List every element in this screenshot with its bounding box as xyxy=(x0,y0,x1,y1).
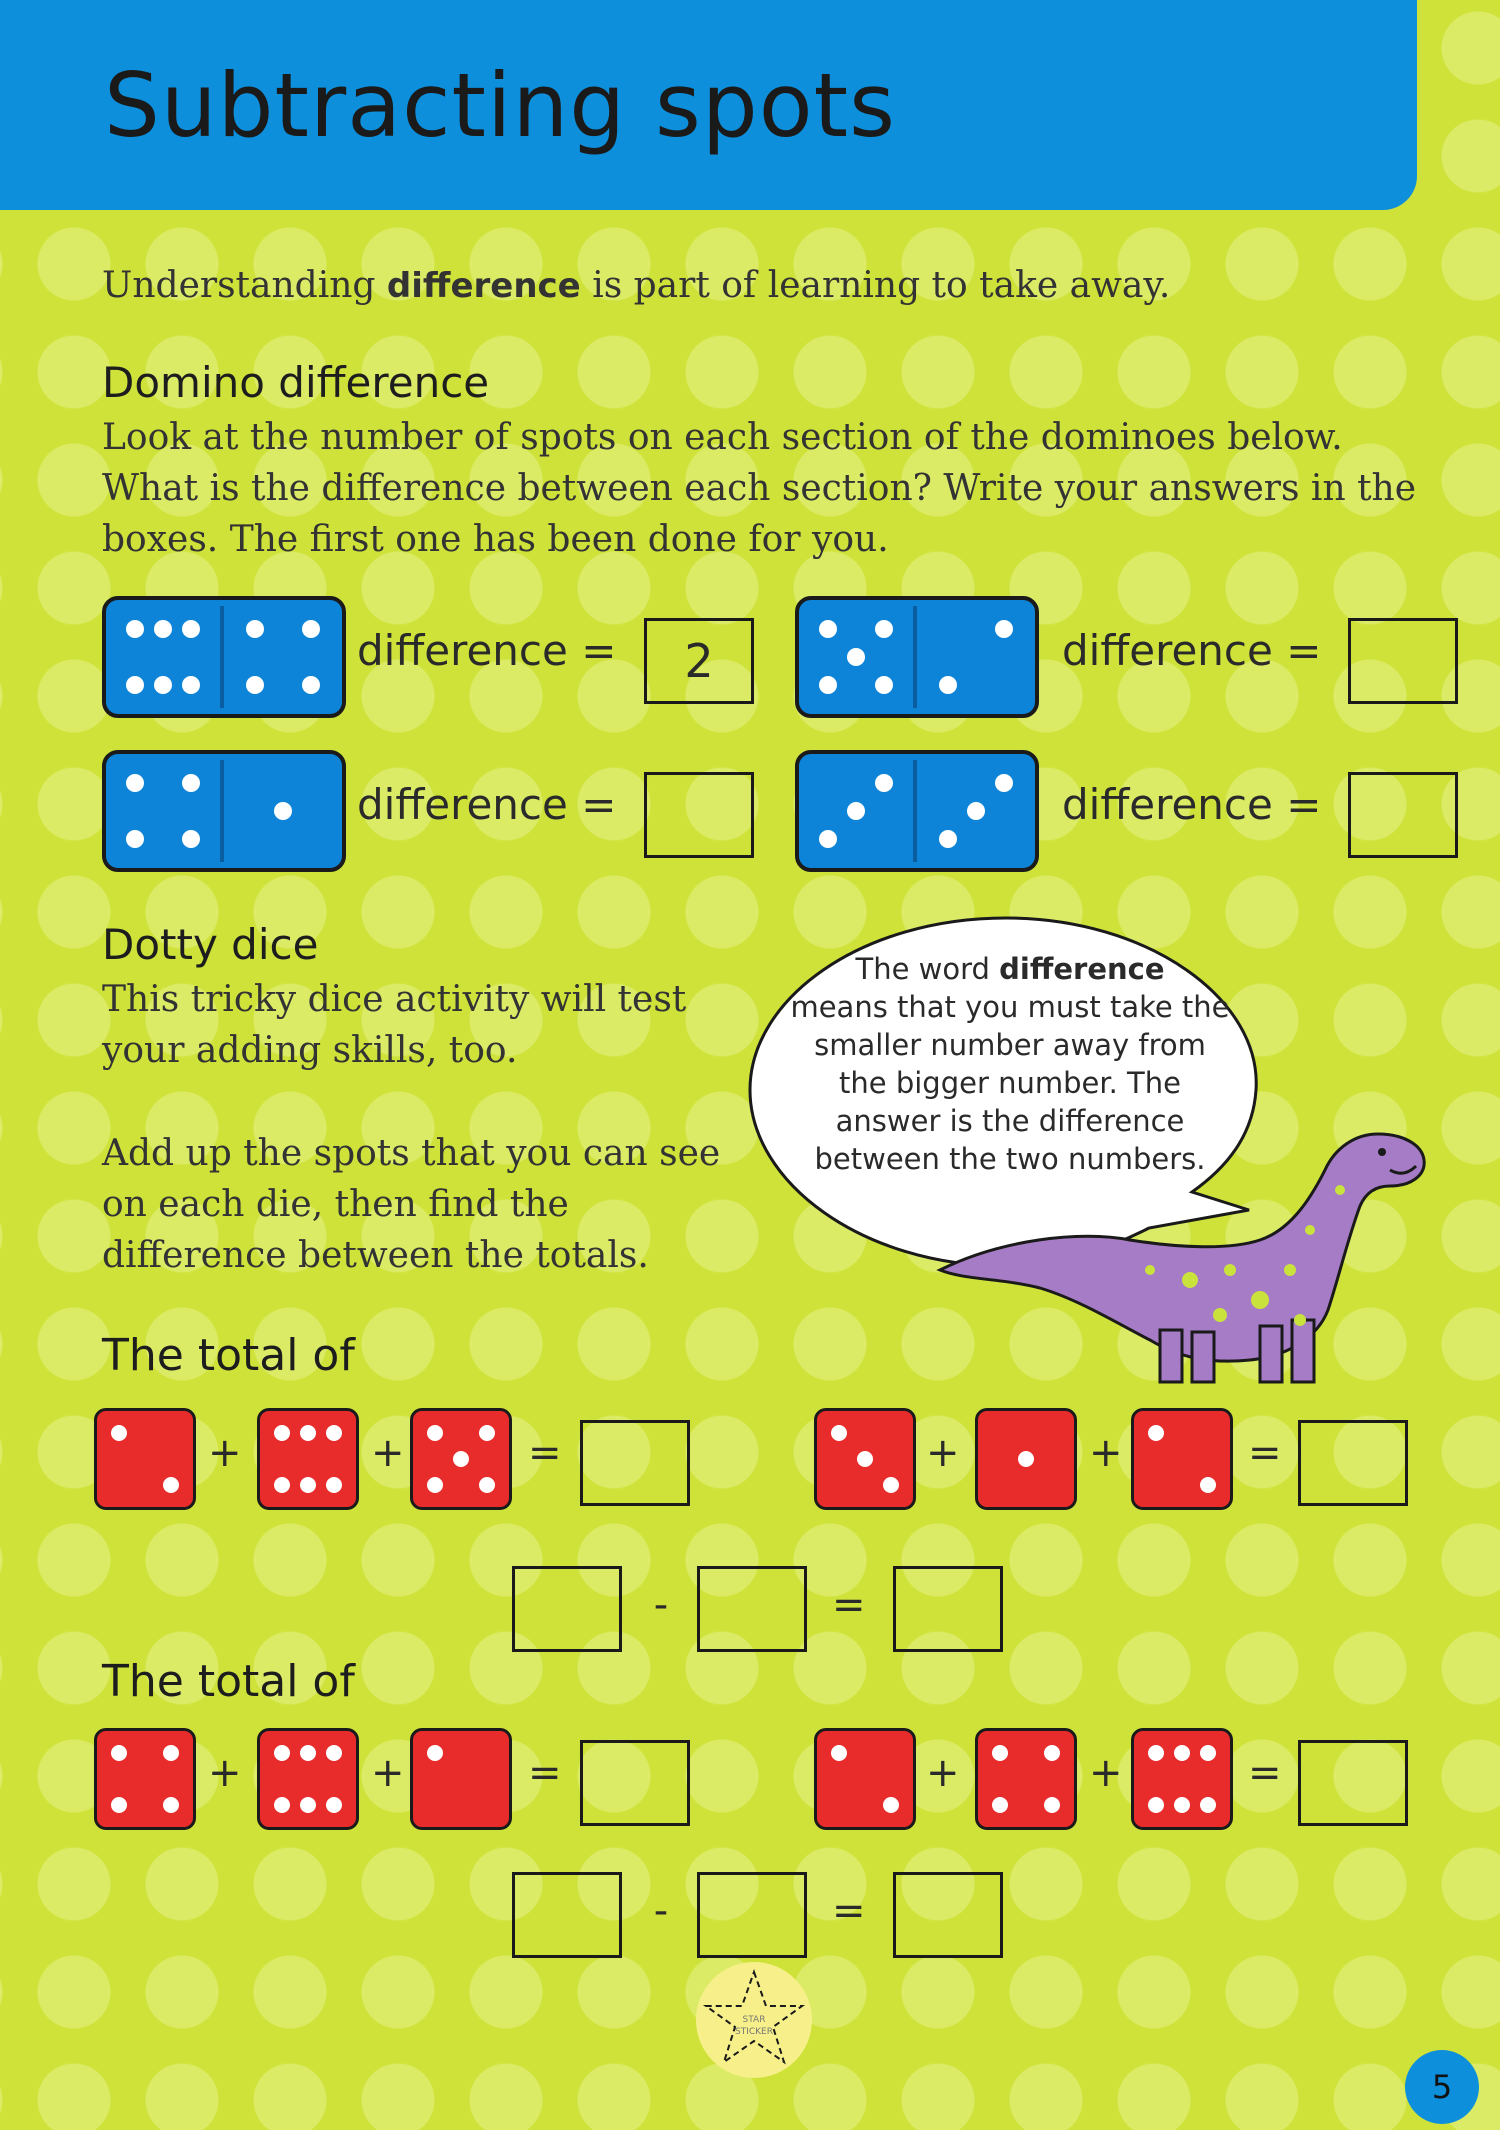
answer-value xyxy=(647,775,751,855)
die-pip xyxy=(163,1477,179,1493)
die-pip xyxy=(111,1745,127,1761)
die-pip xyxy=(163,1745,179,1761)
die-pip xyxy=(1200,1477,1216,1493)
difference-answer-box[interactable] xyxy=(893,1566,1003,1652)
die-pip xyxy=(1148,1797,1164,1813)
die-pip xyxy=(111,1425,127,1441)
star-sticker-line2: STICKER xyxy=(735,2027,773,2037)
domino-pip xyxy=(182,830,200,848)
difference-box[interactable] xyxy=(697,1566,807,1652)
equals-sign: = xyxy=(528,1750,562,1796)
domino-pip xyxy=(819,830,837,848)
equals-sign: = xyxy=(1248,1750,1282,1796)
die-pip xyxy=(857,1451,873,1467)
die-pip xyxy=(1174,1745,1190,1761)
answer-value xyxy=(1351,775,1455,855)
difference-box[interactable] xyxy=(512,1566,622,1652)
die-pip xyxy=(326,1797,342,1813)
equals-sign: = xyxy=(832,1888,866,1934)
die-pip xyxy=(300,1425,316,1441)
difference-label: difference = xyxy=(1062,626,1322,675)
domino-pip xyxy=(154,620,172,638)
domino-pip xyxy=(126,676,144,694)
equals-sign: = xyxy=(832,1582,866,1628)
red-die xyxy=(410,1408,512,1510)
die-pip xyxy=(883,1797,899,1813)
domino-pip xyxy=(126,830,144,848)
plus-sign: + xyxy=(926,1430,960,1476)
die-pip xyxy=(163,1797,179,1813)
difference-label: difference = xyxy=(357,780,617,829)
bubble-pre: The word xyxy=(855,952,1000,986)
plus-sign: + xyxy=(208,1750,242,1796)
die-pip xyxy=(1148,1425,1164,1441)
domino-pip xyxy=(995,774,1013,792)
answer-box-domino-4[interactable] xyxy=(1348,772,1458,858)
domino-pip xyxy=(126,620,144,638)
minus-sign: - xyxy=(653,1582,669,1628)
intro-after: is part of learning to take away. xyxy=(580,265,1171,306)
die-pip xyxy=(427,1425,443,1441)
die-pip xyxy=(274,1477,290,1493)
red-die xyxy=(410,1728,512,1830)
domino-pip xyxy=(246,676,264,694)
die-pip xyxy=(1018,1451,1034,1467)
red-die xyxy=(1131,1408,1233,1510)
dinosaur-illustration xyxy=(930,1120,1490,1390)
red-die xyxy=(814,1408,916,1510)
domino-divider xyxy=(913,760,917,862)
die-pip xyxy=(300,1477,316,1493)
domino-pip xyxy=(819,620,837,638)
domino-pip xyxy=(819,676,837,694)
domino-pip xyxy=(302,676,320,694)
die-pip xyxy=(1148,1745,1164,1761)
domino-pip xyxy=(182,676,200,694)
die-pip xyxy=(300,1797,316,1813)
dice-heading: Dotty dice xyxy=(102,920,319,969)
domino-pip xyxy=(875,676,893,694)
domino-pip xyxy=(847,802,865,820)
domino-divider xyxy=(220,606,224,708)
intro-before: Understanding xyxy=(102,265,387,306)
die-pip xyxy=(1174,1797,1190,1813)
die-pip xyxy=(992,1745,1008,1761)
star-sticker-icon[interactable] xyxy=(694,1960,814,2080)
intro-text xyxy=(102,260,1170,312)
minus-sign: - xyxy=(653,1888,669,1934)
dice-text-2: Add up the spots that you can see on each die, then find the difference between the totals. xyxy=(102,1133,721,1276)
die-pip xyxy=(427,1477,443,1493)
star-sticker-line1: STAR xyxy=(742,2015,766,2025)
domino-pip xyxy=(154,676,172,694)
domino-heading: Domino difference xyxy=(102,358,490,407)
red-die xyxy=(94,1728,196,1830)
domino-pip xyxy=(182,620,200,638)
die-pip xyxy=(831,1745,847,1761)
domino-divider xyxy=(220,760,224,862)
answer-box-domino-2[interactable] xyxy=(1348,618,1458,704)
die-pip xyxy=(326,1745,342,1761)
plus-sign: + xyxy=(1089,1750,1123,1796)
domino-instructions: Look at the number of spots on each section of the dominoes below. What is the difference between each section? Write your answers in the boxes. The first one has been done for you. xyxy=(102,417,1417,560)
die-pip xyxy=(1044,1745,1060,1761)
bubble-post: means that you must take the smaller number away from the bigger number. The answer is the difference between the two numbers. xyxy=(790,990,1230,1176)
total-box[interactable] xyxy=(1298,1740,1408,1826)
domino-pip xyxy=(302,620,320,638)
domino-pip xyxy=(182,774,200,792)
total-label-2: The total of xyxy=(102,1656,355,1707)
die-pip xyxy=(883,1477,899,1493)
die-pip xyxy=(992,1797,1008,1813)
plus-sign: + xyxy=(371,1750,405,1796)
red-die xyxy=(94,1408,196,1510)
red-die xyxy=(257,1408,359,1510)
intro-bold-word: difference xyxy=(386,266,581,306)
plus-sign: + xyxy=(1089,1430,1123,1476)
red-die xyxy=(975,1728,1077,1830)
domino-pip xyxy=(995,620,1013,638)
bubble-bold-word: difference xyxy=(999,952,1165,986)
domino-pip xyxy=(939,676,957,694)
domino-1 xyxy=(102,596,346,718)
domino-pip xyxy=(875,774,893,792)
difference-label: difference = xyxy=(1062,780,1322,829)
red-die xyxy=(975,1408,1077,1510)
red-die xyxy=(257,1728,359,1830)
die-pip xyxy=(274,1797,290,1813)
die-pip xyxy=(326,1477,342,1493)
red-die xyxy=(1131,1728,1233,1830)
answer-value xyxy=(1351,621,1455,701)
dice-text-1: This tricky dice activity will test your adding skills, too. xyxy=(102,979,687,1071)
domino-pip xyxy=(875,620,893,638)
plus-sign: + xyxy=(208,1430,242,1476)
domino-pip xyxy=(126,774,144,792)
difference-box[interactable] xyxy=(697,1872,807,1958)
difference-label: difference = xyxy=(357,626,617,675)
equals-sign: = xyxy=(1248,1430,1282,1476)
difference-answer-box[interactable] xyxy=(893,1872,1003,1958)
die-pip xyxy=(479,1477,495,1493)
die-pip xyxy=(326,1425,342,1441)
die-pip xyxy=(427,1745,443,1761)
difference-box[interactable] xyxy=(512,1872,622,1958)
die-pip xyxy=(111,1797,127,1813)
domino-pip xyxy=(246,620,264,638)
plus-sign: + xyxy=(371,1430,405,1476)
red-die xyxy=(814,1728,916,1830)
die-pip xyxy=(479,1425,495,1441)
domino-pip xyxy=(274,802,292,820)
domino-pip xyxy=(939,830,957,848)
total-label-1: The total of xyxy=(102,1330,355,1381)
domino-3 xyxy=(102,750,346,872)
domino-4 xyxy=(795,750,1039,872)
domino-pip xyxy=(967,802,985,820)
die-pip xyxy=(274,1745,290,1761)
domino-pip xyxy=(847,648,865,666)
die-pip xyxy=(300,1745,316,1761)
die-pip xyxy=(1044,1797,1060,1813)
die-pip xyxy=(453,1451,469,1467)
page-number: 5 xyxy=(1405,2050,1479,2124)
total-box[interactable] xyxy=(580,1740,690,1826)
die-pip xyxy=(274,1425,290,1441)
total-box[interactable] xyxy=(1298,1420,1408,1506)
domino-divider xyxy=(913,606,917,708)
page-title: Subtracting spots xyxy=(104,54,896,157)
answer-value: 2 xyxy=(684,634,714,688)
die-pip xyxy=(831,1425,847,1441)
answer-box-domino-3[interactable] xyxy=(644,772,754,858)
answer-box-domino-1[interactable] xyxy=(644,618,754,704)
total-box[interactable] xyxy=(580,1420,690,1506)
equals-sign: = xyxy=(528,1430,562,1476)
die-pip xyxy=(1200,1745,1216,1761)
plus-sign: + xyxy=(926,1750,960,1796)
die-pip xyxy=(1200,1797,1216,1813)
domino-2 xyxy=(795,596,1039,718)
